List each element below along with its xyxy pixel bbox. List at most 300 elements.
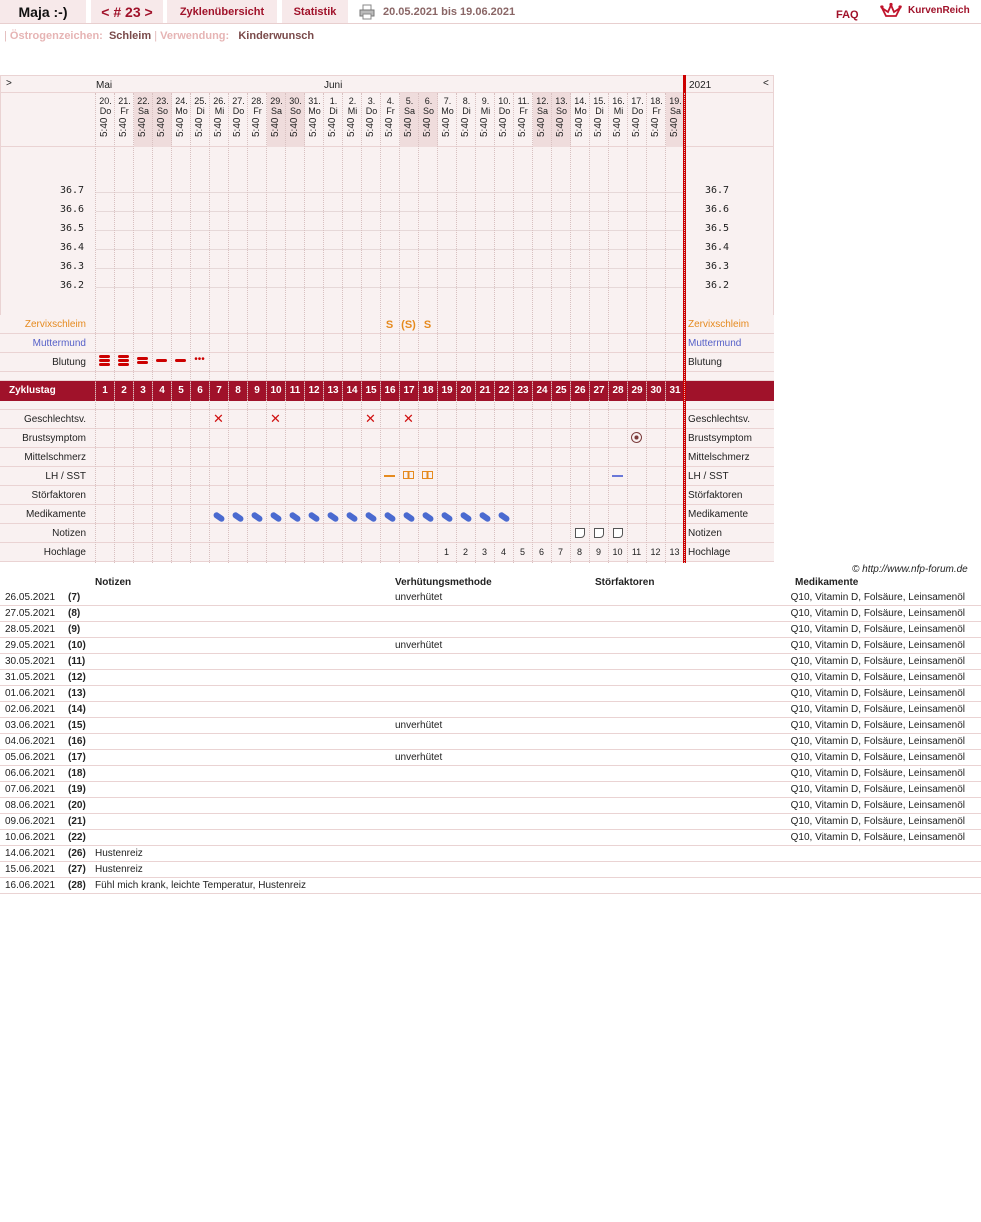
day-column xyxy=(457,93,476,147)
day-date: 6. xyxy=(424,96,433,106)
day-separator xyxy=(570,93,571,563)
day-column xyxy=(400,93,419,147)
day-weekday: Mi xyxy=(480,106,491,116)
day-separator xyxy=(133,93,134,563)
day-column xyxy=(191,93,210,147)
row-date: 16.06.2021 xyxy=(5,880,56,891)
temp-label-left: 36.5 xyxy=(60,223,85,234)
row-intercourse xyxy=(0,410,774,429)
measure-time: 5:40 xyxy=(327,117,338,137)
day-weekday: Mo xyxy=(175,106,188,116)
bleeding-bar xyxy=(99,355,110,358)
measure-time: 5:40 xyxy=(555,117,566,137)
row-cycle-day: (7) xyxy=(68,592,81,603)
measure-time: 5:40 xyxy=(118,117,129,137)
temp-label-right: 36.7 xyxy=(705,185,730,196)
table-row xyxy=(0,670,981,686)
day-date: 19. xyxy=(669,96,682,106)
day-date: 21. xyxy=(118,96,131,106)
cycle-day-number: 3 xyxy=(133,381,152,401)
day-separator xyxy=(228,93,229,563)
day-separator xyxy=(285,93,286,563)
day-weekday: Mi xyxy=(613,106,624,116)
day-separator xyxy=(171,93,172,563)
table-row xyxy=(0,814,981,830)
measure-time: 5:40 xyxy=(650,117,661,137)
measure-time: 5:40 xyxy=(631,117,642,137)
day-column xyxy=(134,93,153,147)
day-weekday: Mo xyxy=(574,106,587,116)
row-spacer xyxy=(0,372,774,381)
measure-time: 5:40 xyxy=(403,117,414,137)
day-header xyxy=(0,93,774,147)
day-date: 26. xyxy=(213,96,226,106)
lh-test-mark xyxy=(403,471,414,479)
measure-time: 5:40 xyxy=(612,117,623,137)
tab-cycle-overview[interactable]: Zyklenübersicht xyxy=(167,0,277,23)
row-label-right: Brustsymptom xyxy=(688,433,752,444)
row-date: 27.05.2021 xyxy=(5,608,56,619)
measure-time: 5:40 xyxy=(99,117,110,137)
temp-label-right: 36.2 xyxy=(705,280,730,291)
day-weekday: So xyxy=(555,106,567,116)
row-mittelschmerz xyxy=(0,448,774,467)
cycle-day-number: 22 xyxy=(494,381,513,401)
usage-label: Verwendung: xyxy=(160,30,230,42)
temp-gridline xyxy=(96,192,684,193)
cycle-day-number: 1 xyxy=(95,381,114,401)
day-weekday: Di xyxy=(595,106,604,116)
settings-bar: | Östrogenzeichen: Schleim | Verwendung: Kinderwunsch xyxy=(4,30,315,42)
day-separator xyxy=(323,93,324,563)
row-date: 26.05.2021 xyxy=(5,592,56,603)
day-weekday: Fr xyxy=(120,106,129,116)
row-cycle-day: (20) xyxy=(68,800,86,811)
col-header-method: Verhütungsmethode xyxy=(395,577,492,588)
row-label: Notizen xyxy=(52,528,86,539)
high-phase-number: 12 xyxy=(650,547,661,557)
cycle-day-number: 31 xyxy=(665,381,684,401)
day-separator xyxy=(399,93,400,563)
row-cycle-day: (28) xyxy=(68,880,86,891)
crown-logo-icon[interactable] xyxy=(880,2,902,20)
row-label-right: Muttermund xyxy=(688,338,742,349)
cycle-day-number: 14 xyxy=(342,381,361,401)
measure-time: 5:40 xyxy=(498,117,509,137)
row-date: 08.06.2021 xyxy=(5,800,56,811)
row-cycle-day: (21) xyxy=(68,816,86,827)
row-cycle-day: (16) xyxy=(68,736,86,747)
measure-time: 5:40 xyxy=(175,117,186,137)
day-column xyxy=(172,93,191,147)
measure-time: 5:40 xyxy=(574,117,585,137)
day-weekday: So xyxy=(422,106,434,116)
day-weekday: So xyxy=(156,106,168,116)
measure-time: 5:40 xyxy=(536,117,547,137)
cycle-day-number: 28 xyxy=(608,381,627,401)
row-label: Hochlage xyxy=(43,547,86,558)
row-date: 09.06.2021 xyxy=(5,816,56,827)
month-header xyxy=(0,75,774,93)
day-column xyxy=(248,93,267,147)
cycle-nav-button[interactable]: < # 23 > xyxy=(91,0,163,23)
day-date: 2. xyxy=(348,96,357,106)
day-date: 8. xyxy=(462,96,471,106)
row-method: unverhütet xyxy=(395,720,443,731)
temp-gridline xyxy=(96,287,684,288)
row-medication: Q10, Vitamin D, Folsäure, Leinsamenöl xyxy=(790,816,965,827)
day-column xyxy=(381,93,400,147)
high-phase-number: 6 xyxy=(538,547,544,557)
temp-label-right: 36.3 xyxy=(705,261,730,272)
row-cycle-day: (17) xyxy=(68,752,86,763)
bleeding-bar xyxy=(137,361,148,364)
row-cycle-day: (13) xyxy=(68,688,86,699)
day-separator xyxy=(551,93,552,563)
row-medication: Q10, Vitamin D, Folsäure, Leinsamenöl xyxy=(790,608,965,619)
temp-gridline xyxy=(96,230,684,231)
row-medication: Q10, Vitamin D, Folsäure, Leinsamenöl xyxy=(790,784,965,795)
copyright: © http://www.nfp-forum.de xyxy=(852,564,968,575)
temp-label-left: 36.3 xyxy=(60,261,85,272)
day-separator xyxy=(532,93,533,563)
measure-time: 5:40 xyxy=(251,117,262,137)
row-date: 06.06.2021 xyxy=(5,768,56,779)
date-range: 20.05.2021 bis 19.06.2021 xyxy=(383,6,516,18)
temp-label-right: 36.4 xyxy=(705,242,730,253)
nickname: Maja :-) xyxy=(0,0,86,23)
row-date: 29.05.2021 xyxy=(5,640,56,651)
day-date: 10. xyxy=(498,96,511,106)
day-separator xyxy=(361,93,362,563)
high-phase-number: 2 xyxy=(462,547,468,557)
cycle-day-number: 10 xyxy=(266,381,285,401)
day-separator xyxy=(665,93,666,563)
measure-time: 5:40 xyxy=(384,117,395,137)
row-medication: Q10, Vitamin D, Folsäure, Leinsamenöl xyxy=(790,672,965,683)
estrogen-label: Östrogenzeichen: xyxy=(9,30,103,42)
day-separator xyxy=(456,93,457,563)
day-date: 16. xyxy=(612,96,625,106)
bleeding-bar xyxy=(99,359,110,362)
estrogen-value: Schleim xyxy=(108,30,152,42)
row-label: Brustsymptom xyxy=(22,433,86,444)
day-column xyxy=(362,93,381,147)
high-phase-number: 7 xyxy=(557,547,563,557)
day-date: 18. xyxy=(650,96,663,106)
day-weekday: Sa xyxy=(270,106,282,116)
row-date: 01.06.2021 xyxy=(5,688,56,699)
day-column xyxy=(210,93,229,147)
row-label: Mittelschmerz xyxy=(24,452,86,463)
high-phase-number: 13 xyxy=(669,547,680,557)
day-weekday: Mi xyxy=(347,106,358,116)
table-row xyxy=(0,654,981,670)
row-note: Hustenreiz xyxy=(95,848,143,859)
row-medication: Q10, Vitamin D, Folsäure, Leinsamenöl xyxy=(790,688,965,699)
row-medication: Q10, Vitamin D, Folsäure, Leinsamenöl xyxy=(790,800,965,811)
bleeding-bar xyxy=(175,359,186,362)
table-row xyxy=(0,590,981,606)
day-weekday: Sa xyxy=(403,106,415,116)
intercourse-cross-icon: ✕ xyxy=(270,411,281,426)
day-date: 23. xyxy=(156,96,169,106)
row-medication: Q10, Vitamin D, Folsäure, Leinsamenöl xyxy=(790,832,965,843)
measure-time: 5:40 xyxy=(422,117,433,137)
row-medication: Q10, Vitamin D, Folsäure, Leinsamenöl xyxy=(790,736,965,747)
row-medication: Q10, Vitamin D, Folsäure, Leinsamenöl xyxy=(790,752,965,763)
cycle-day-number: 29 xyxy=(627,381,646,401)
table-row xyxy=(0,798,981,814)
temp-label-left: 36.7 xyxy=(60,185,85,196)
temp-label-left: 36.6 xyxy=(60,204,85,215)
day-date: 22. xyxy=(137,96,150,106)
day-separator xyxy=(437,93,438,563)
row-label-right: Blutung xyxy=(688,357,722,368)
row-label: Störfaktoren xyxy=(31,490,86,501)
table-row xyxy=(0,830,981,846)
row-label: Geschlechtsv. xyxy=(23,414,86,425)
year-label: 2021 xyxy=(689,80,712,91)
row-date: 15.06.2021 xyxy=(5,864,56,875)
day-separator xyxy=(95,93,96,563)
day-date: 17. xyxy=(631,96,644,106)
bleeding-bar xyxy=(137,357,148,360)
row-medication: Q10, Vitamin D, Folsäure, Leinsamenöl xyxy=(790,768,965,779)
cycle-day-number: 16 xyxy=(380,381,399,401)
table-row xyxy=(0,878,981,894)
cycle-day-number: 27 xyxy=(589,381,608,401)
day-weekday: Di xyxy=(196,106,205,116)
faq-link[interactable]: FAQ xyxy=(836,9,859,21)
measure-time: 5:40 xyxy=(270,117,281,137)
col-header-disturbances: Störfaktoren xyxy=(595,577,655,588)
tab-statistics[interactable]: Statistik xyxy=(282,0,348,23)
day-separator xyxy=(646,93,647,563)
bleeding-bar xyxy=(118,355,129,358)
day-column xyxy=(628,93,647,147)
row-label: Muttermund xyxy=(32,338,86,349)
temp-label-left: 36.2 xyxy=(60,280,85,291)
measure-time: 5:40 xyxy=(460,117,471,137)
row-cycle-day: (27) xyxy=(68,864,86,875)
bleeding-bar xyxy=(99,363,110,366)
cycle-day-number: 2 xyxy=(114,381,133,401)
day-column xyxy=(419,93,438,147)
row-date: 30.05.2021 xyxy=(5,656,56,667)
month-label-may: Mai xyxy=(96,80,113,91)
row-cycle-day: (14) xyxy=(68,704,86,715)
high-phase-number: 3 xyxy=(481,547,487,557)
cycle-day-number: 23 xyxy=(513,381,532,401)
day-date: 24. xyxy=(175,96,188,106)
day-column xyxy=(609,93,628,147)
day-weekday: Do xyxy=(99,106,112,116)
day-date: 5. xyxy=(405,96,414,106)
measure-time: 5:40 xyxy=(232,117,243,137)
row-label: Zervixschleim xyxy=(24,319,86,330)
table-row xyxy=(0,782,981,798)
day-column xyxy=(267,93,286,147)
row-notes xyxy=(0,524,774,543)
table-row xyxy=(0,862,981,878)
day-date: 12. xyxy=(536,96,549,106)
table-row xyxy=(0,622,981,638)
day-column xyxy=(96,93,115,147)
cycle-day-number: 15 xyxy=(361,381,380,401)
day-weekday: Sa xyxy=(137,106,149,116)
row-note: Fühl mich krank, leichte Temperatur, Hustenreiz xyxy=(95,880,307,891)
day-column xyxy=(343,93,362,147)
day-column xyxy=(552,93,571,147)
temp-label-left: 36.4 xyxy=(60,242,85,253)
day-separator xyxy=(152,93,153,563)
cycle-day-number: 25 xyxy=(551,381,570,401)
day-column xyxy=(533,93,552,147)
row-cycle-day: (26) xyxy=(68,848,86,859)
day-weekday: Fr xyxy=(652,106,661,116)
row-cycle-day: (18) xyxy=(68,768,86,779)
cervical-mucus-mark: (S) xyxy=(401,319,416,331)
day-separator xyxy=(266,93,267,563)
row-spacer xyxy=(0,401,774,410)
row-label: Zyklustag xyxy=(9,385,56,396)
day-date: 1. xyxy=(329,96,338,106)
day-separator xyxy=(627,93,628,563)
measure-time: 5:40 xyxy=(137,117,148,137)
cervical-mucus-mark: S xyxy=(385,319,394,331)
row-note: Hustenreiz xyxy=(95,864,143,875)
day-date: 29. xyxy=(270,96,283,106)
day-date: 4. xyxy=(386,96,395,106)
day-column xyxy=(229,93,248,147)
day-column xyxy=(115,93,134,147)
next-cycle-button[interactable]: < xyxy=(763,78,769,89)
day-weekday: Sa xyxy=(669,106,681,116)
printer-icon[interactable] xyxy=(359,4,375,20)
measure-time: 5:40 xyxy=(289,117,300,137)
high-phase-number: 11 xyxy=(631,547,642,557)
table-row xyxy=(0,606,981,622)
table-row xyxy=(0,702,981,718)
cycle-day-number: 4 xyxy=(152,381,171,401)
prev-cycle-button[interactable]: > xyxy=(6,78,12,89)
measure-time: 5:40 xyxy=(346,117,357,137)
day-weekday: Fr xyxy=(519,106,528,116)
cycle-day-number: 8 xyxy=(228,381,247,401)
day-column xyxy=(571,93,590,147)
row-cervix xyxy=(0,334,774,353)
cycle-day-number: 18 xyxy=(418,381,437,401)
day-date: 11. xyxy=(517,96,530,106)
row-medication: Q10, Vitamin D, Folsäure, Leinsamenöl xyxy=(790,640,965,651)
row-method: unverhütet xyxy=(395,752,443,763)
day-weekday: Do xyxy=(232,106,245,116)
note-icon xyxy=(594,528,604,538)
row-date: 28.05.2021 xyxy=(5,624,56,635)
day-separator xyxy=(209,93,210,563)
row-label-right: Mittelschmerz xyxy=(688,452,750,463)
high-phase-number: 1 xyxy=(443,547,449,557)
day-weekday: So xyxy=(289,106,301,116)
day-separator xyxy=(114,93,115,563)
col-header-notes: Notizen xyxy=(95,577,132,588)
measure-time: 5:40 xyxy=(669,117,680,137)
measure-time: 5:40 xyxy=(213,117,224,137)
cycle-day-row xyxy=(0,381,774,401)
cycle-day-number: 7 xyxy=(209,381,228,401)
logo-text[interactable]: KurvenReich xyxy=(908,5,970,16)
measure-time: 5:40 xyxy=(156,117,167,137)
row-cycle-day: (15) xyxy=(68,720,86,731)
measure-time: 5:40 xyxy=(441,117,452,137)
table-row xyxy=(0,734,981,750)
row-label-right: Geschlechtsv. xyxy=(688,414,751,425)
day-separator xyxy=(342,93,343,563)
intercourse-cross-icon: ✕ xyxy=(213,411,224,426)
row-medication: Q10, Vitamin D, Folsäure, Leinsamenöl xyxy=(790,704,965,715)
cycle-day-number: 9 xyxy=(247,381,266,401)
temp-label-right: 36.5 xyxy=(705,223,730,234)
cycle-day-number: 6 xyxy=(190,381,209,401)
intercourse-cross-icon: ✕ xyxy=(365,411,376,426)
cervical-mucus-mark: S xyxy=(423,319,432,331)
row-cycle-day: (22) xyxy=(68,832,86,843)
day-date: 31. xyxy=(308,96,321,106)
row-cycle-day: (12) xyxy=(68,672,86,683)
day-separator xyxy=(513,93,514,563)
day-column xyxy=(647,93,666,147)
row-method: unverhütet xyxy=(395,640,443,651)
day-column xyxy=(514,93,533,147)
day-date: 3. xyxy=(367,96,376,106)
note-icon xyxy=(575,528,585,538)
high-phase-number: 9 xyxy=(595,547,601,557)
cycle-day-number: 12 xyxy=(304,381,323,401)
day-separator xyxy=(494,93,495,563)
day-weekday: Do xyxy=(631,106,644,116)
day-date: 27. xyxy=(232,96,245,106)
row-date: 14.06.2021 xyxy=(5,848,56,859)
day-weekday: Di xyxy=(329,106,338,116)
day-separator xyxy=(589,93,590,563)
cycle-day-number: 24 xyxy=(532,381,551,401)
table-row xyxy=(0,766,981,782)
day-weekday: Mo xyxy=(441,106,454,116)
row-date: 05.06.2021 xyxy=(5,752,56,763)
lh-test-mark xyxy=(422,471,433,479)
row-label-right: Hochlage xyxy=(688,547,731,558)
day-column xyxy=(286,93,305,147)
day-column xyxy=(590,93,609,147)
day-separator xyxy=(684,93,685,563)
day-separator xyxy=(190,93,191,563)
measure-time: 5:40 xyxy=(593,117,604,137)
day-weekday: Fr xyxy=(386,106,395,116)
measure-time: 5:40 xyxy=(194,117,205,137)
cycle-day-number: 11 xyxy=(285,381,304,401)
row-date: 10.06.2021 xyxy=(5,832,56,843)
day-column xyxy=(153,93,172,147)
table-row xyxy=(0,686,981,702)
day-date: 20. xyxy=(99,96,112,106)
day-column xyxy=(495,93,514,147)
day-column xyxy=(476,93,495,147)
table-row xyxy=(0,638,981,654)
row-date: 02.06.2021 xyxy=(5,704,56,715)
temp-label-right: 36.6 xyxy=(705,204,730,215)
usage-value: Kinderwunsch xyxy=(238,30,315,42)
